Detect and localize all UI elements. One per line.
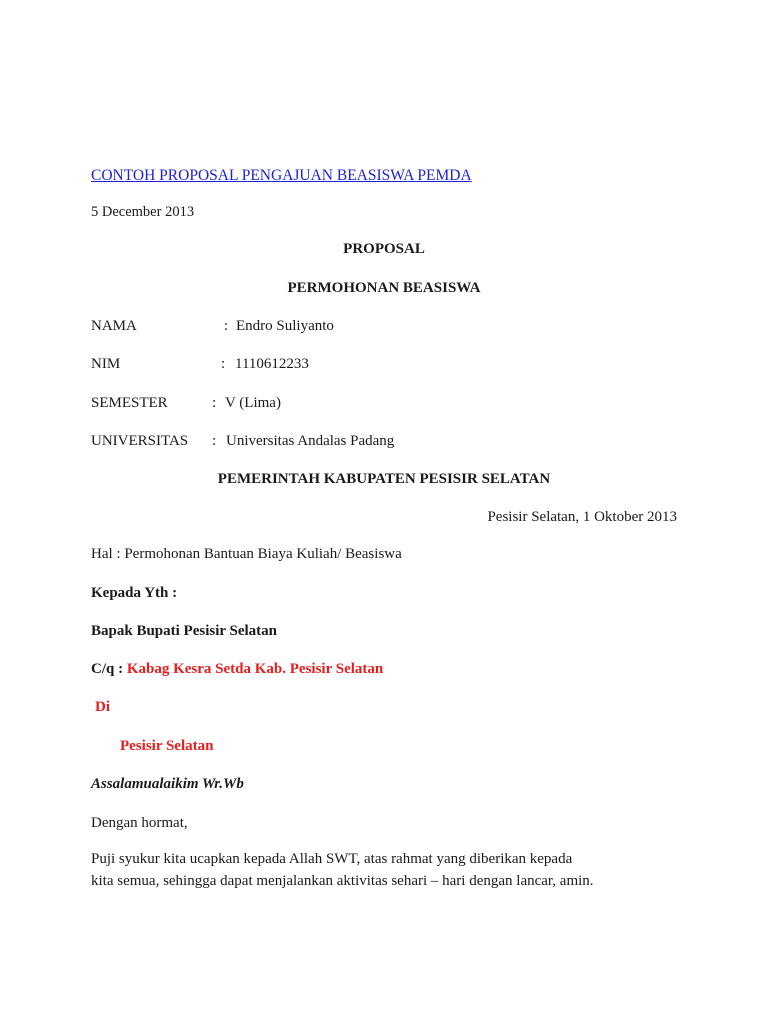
document-title-link[interactable]: CONTOH PROPOSAL PENGAJUAN BEASISWA PEMDA xyxy=(91,167,472,184)
heading-proposal: PROPOSAL xyxy=(343,241,425,257)
field-value-semester: V (Lima) xyxy=(225,395,281,411)
field-colon-universitas: : xyxy=(212,433,217,449)
cq-value: Kabag Kesra Setda Kab. Pesisir Selatan xyxy=(126,661,384,677)
subject-line: Hal : Permohonan Bantuan Biaya Kuliah/ Beasiswa xyxy=(91,546,402,562)
field-label-universitas: UNIVERSITAS xyxy=(91,433,189,449)
paragraph-line-1: Puji syukur kita ucapkan kepada Allah SWT, atas rahmat yang diberikan kepada xyxy=(91,851,573,867)
field-label-nim: NIM xyxy=(91,356,121,372)
place-date: Pesisir Selatan, 1 Oktober 2013 xyxy=(487,509,677,525)
document-date: 5 December 2013 xyxy=(91,204,195,220)
cq-line xyxy=(91,662,383,677)
recipient-location: Pesisir Selatan xyxy=(120,738,214,754)
recipient-name: Bapak Bupati Pesisir Selatan xyxy=(91,623,278,639)
heading-pemerintah: PEMERINTAH KABUPATEN PESISIR SELATAN xyxy=(217,471,551,487)
salutation: Dengan hormat, xyxy=(91,815,188,831)
field-colon-semester: : xyxy=(212,395,217,411)
di-label: Di xyxy=(95,699,110,715)
heading-permohonan: PERMOHONAN BEASISWA xyxy=(287,280,481,296)
field-value-nama: Endro Suliyanto xyxy=(236,318,334,334)
field-colon-nim: : xyxy=(221,356,226,372)
field-colon-nama: : xyxy=(224,318,229,334)
greeting: Assalamualaikim Wr.Wb xyxy=(91,776,244,792)
field-label-nama: NAMA xyxy=(91,318,137,334)
cq-prefix: C/q : xyxy=(91,661,127,677)
paragraph-line-2: kita semua, sehingga dapat menjalankan aktivitas sehari – hari dengan lancar, amin. xyxy=(91,873,594,889)
field-value-universitas: Universitas Andalas Padang xyxy=(226,433,395,449)
field-label-semester: SEMESTER xyxy=(91,395,168,411)
field-value-nim: 1110612233 xyxy=(235,356,309,372)
recipient-intro: Kepada Yth : xyxy=(91,585,178,601)
